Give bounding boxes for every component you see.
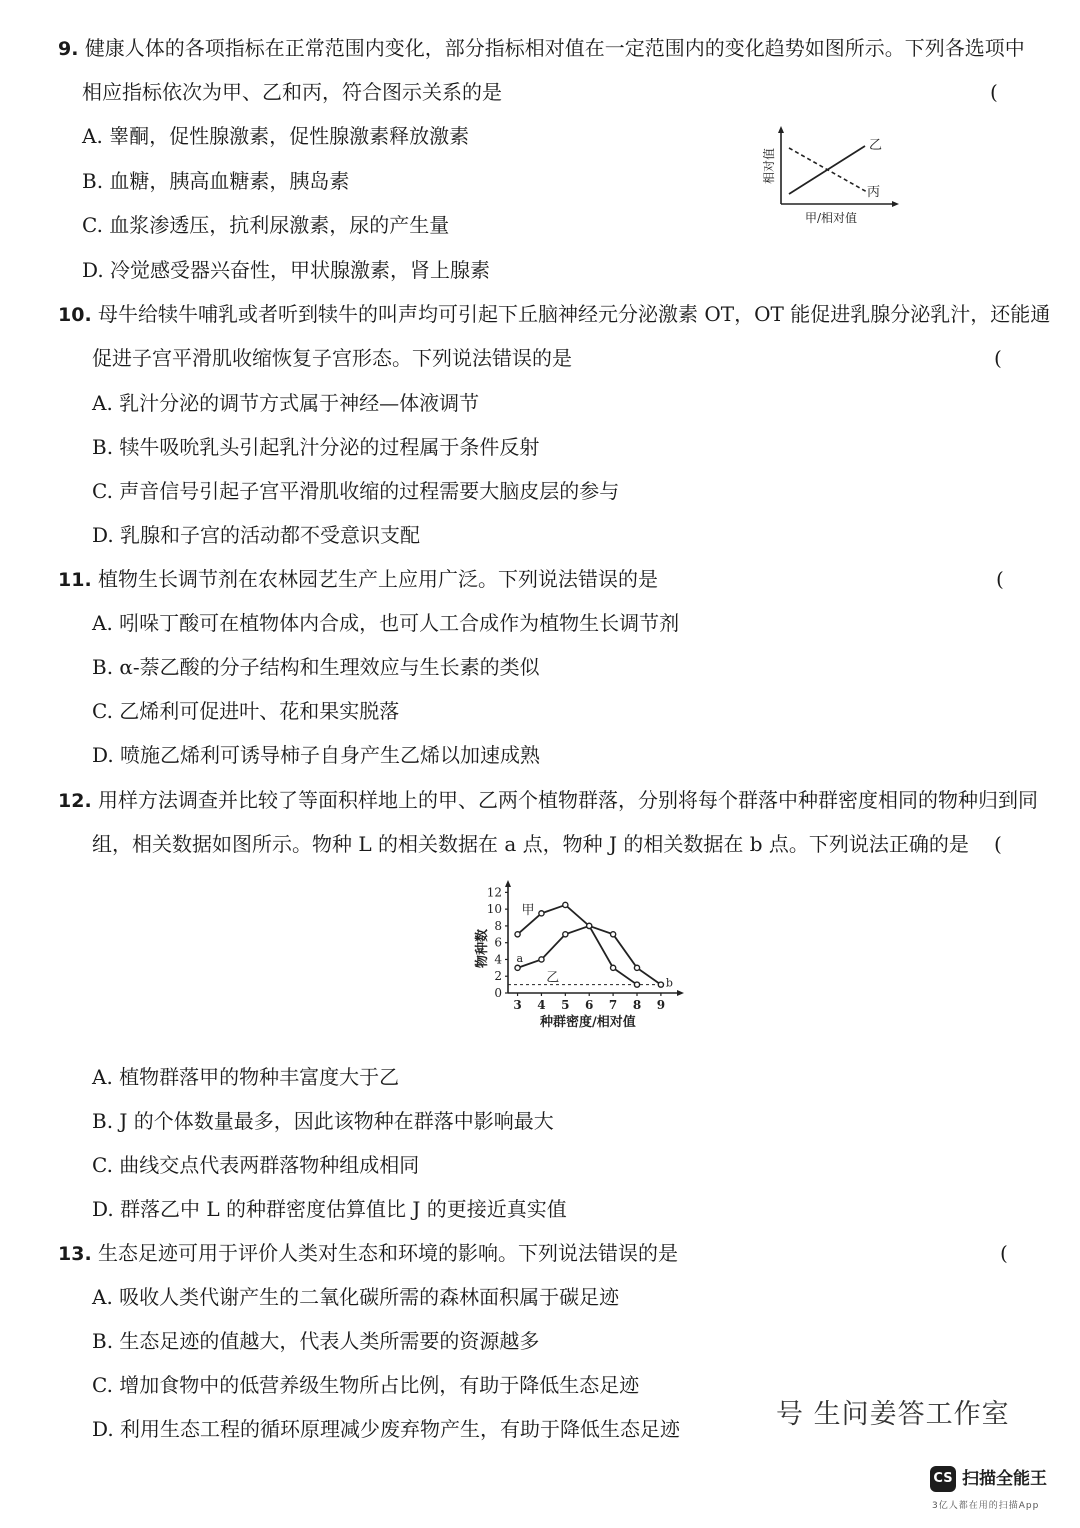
q13-option-c: C. 增加食物中的低营养级生物所占比例，有助于降低生态足迹: [92, 1373, 640, 1397]
y-tick-label: 10: [486, 902, 502, 917]
series-label-yi: 乙: [546, 970, 560, 986]
q12-option-c: C. 曲线交点代表两群落物种组成相同: [92, 1153, 420, 1177]
x-tick-label: 9: [656, 998, 666, 1012]
q10-answer-paren: (: [994, 346, 1002, 370]
q13-option-b: B. 生态足迹的值越大，代表人类所需要的资源越多: [92, 1329, 540, 1353]
q9-option-c: C. 血浆渗透压，抗利尿激素，尿的产生量: [82, 213, 450, 237]
q9-label-bing: 丙: [867, 185, 881, 200]
series-point-乙: [587, 923, 592, 928]
q10-stem-line2: 促进子宫平滑肌收缩恢复子宫形态。下列说法错误的是: [92, 346, 572, 370]
q11-answer-paren: (: [996, 567, 1004, 591]
y-tick-label: 8: [494, 918, 502, 933]
q9-option-a: A. 睾酮，促性腺激素，促性腺激素释放激素: [82, 124, 470, 148]
q13-stem-line1: 13. 生态足迹可用于评价人类对生态和环境的影响。下列说法错误的是: [58, 1241, 679, 1265]
q11-option-a: A. 吲哚丁酸可在植物体内合成，也可人工合成作为植物生长调节剂: [92, 611, 680, 635]
q9-label-yi: 乙: [869, 138, 883, 153]
x-tick-label: 4: [537, 998, 546, 1012]
q13-option-d: D. 利用生态工程的循环原理减少废弃物产生，有助于降低生态足迹: [92, 1417, 681, 1441]
q10-option-c: C. 声音信号引起子宫平滑肌收缩的过程需要大脑皮层的参与: [92, 479, 620, 503]
x-tick-label: 8: [632, 998, 642, 1012]
series-point-甲: [611, 965, 616, 970]
q10-option-b: B. 犊牛吸吮乳头引起乳汁分泌的过程属于条件反射: [92, 435, 540, 459]
q11-stem-line1: 11. 植物生长调节剂在农林园艺生产上应用广泛。下列说法错误的是: [58, 567, 659, 591]
series-point-乙: [658, 982, 663, 987]
point-label-b: b: [665, 976, 673, 990]
series-point-乙: [515, 965, 520, 970]
series-point-甲: [539, 911, 544, 916]
camscanner-tagline: 3亿人都在用的扫描App: [932, 1501, 1040, 1511]
q11-option-d: D. 喷施乙烯利可诱导柿子自身产生乙烯以加速成熟: [92, 743, 541, 767]
q10-stem-line1: 10. 母牛给犊牛哺乳或者听到犊牛的叫声均可引起下丘脑神经元分泌激素 OT，OT 能促进乳腺分泌乳汁，还能通: [58, 302, 1051, 326]
q12-option-d: D. 群落乙中 L 的种群密度估算值比 J 的更接近真实值: [92, 1197, 567, 1221]
q11-option-b: B. α-萘乙酸的分子结构和生理效应与生长素的类似: [92, 655, 540, 679]
q12-option-a: A. 植物群落甲的物种丰富度大于乙: [92, 1065, 400, 1089]
series-label-jia: 甲: [521, 903, 535, 919]
camscanner-badge: [930, 1464, 1070, 1520]
q9-line-bing: [789, 148, 867, 192]
q9-option-d: D. 冷觉感受器兴奋性，甲状腺激素，肾上腺素: [82, 258, 491, 282]
series-point-甲: [563, 902, 568, 907]
x-tick-label: 3: [513, 998, 522, 1012]
series-line-乙: [518, 926, 661, 985]
y-tick-label: 6: [494, 935, 502, 950]
series-point-乙: [539, 957, 544, 962]
chart-y-arrow: [505, 880, 511, 887]
camscanner-logo-icon: CS: [930, 1466, 956, 1492]
y-tick-label: 12: [486, 885, 502, 900]
chart-ylabel: 物种数: [475, 928, 490, 968]
q9-ylabel: 相对值: [762, 147, 776, 184]
q9-answer-paren: (: [990, 80, 998, 104]
q12-stem-line2: 组，相关数据如图所示。物种 L 的相关数据在 a 点，物种 J 的相关数据在 b 点。下列说法正确的是: [92, 832, 969, 856]
y-tick-label: 0: [494, 986, 502, 1000]
q9-option-b: B. 血糖，胰高血糖素，胰岛素: [82, 169, 350, 193]
q13-answer-paren: (: [1000, 1241, 1008, 1265]
point-label-a: a: [516, 951, 524, 965]
q12-answer-paren: (: [994, 832, 1002, 856]
chart-x-arrow: [677, 990, 684, 996]
q12-option-b: B. J 的个体数量最多，因此该物种在群落中影响最大: [92, 1109, 554, 1133]
q11-option-c: C. 乙烯利可促进叶、花和果实脱落: [92, 699, 400, 723]
x-tick-label: 6: [585, 998, 594, 1012]
q10-option-d: D. 乳腺和子宫的活动都不受意识支配: [92, 523, 421, 547]
q12-species-density-chart: [468, 880, 698, 1040]
q9-trend-figure: [755, 122, 905, 232]
y-tick-label: 4: [494, 952, 502, 967]
camscanner-name: 扫描全能王: [962, 1469, 1047, 1489]
series-line-甲: [518, 905, 637, 985]
series-point-乙: [611, 932, 616, 937]
series-point-甲: [515, 932, 520, 937]
q9-stem-line1: 9. 健康人体的各项指标在正常范围内变化，部分指标相对值在一定范围内的变化趋势如图所示。下列各选项中: [58, 36, 1025, 60]
series-point-甲: [634, 982, 639, 987]
q13-option-a: A. 吸收人类代谢产生的二氧化碳所需的森林面积属于碳足迹: [92, 1285, 620, 1309]
series-point-乙: [563, 932, 568, 937]
chart-xlabel: 种群密度/相对值: [540, 1015, 636, 1030]
q9-stem-line2: 相应指标依次为甲、乙和丙，符合图示关系的是: [82, 80, 502, 104]
series-point-乙: [634, 965, 639, 970]
x-tick-label: 5: [561, 998, 570, 1012]
studio-watermark: 号 生问姜答工作室: [776, 1399, 1010, 1430]
q9-y-arrow: [778, 126, 784, 133]
q10-option-a: A. 乳汁分泌的调节方式属于神经—体液调节: [92, 391, 480, 415]
q9-xlabel: 甲/相对值: [805, 211, 858, 225]
x-tick-label: 7: [608, 998, 618, 1012]
y-tick-label: 2: [494, 969, 502, 984]
q12-stem-line1: 12. 用样方法调查并比较了等面积样地上的甲、乙两个植物群落，分别将每个群落中种群密度相同的物种归到同: [58, 788, 1039, 812]
q9-x-arrow: [892, 201, 899, 207]
